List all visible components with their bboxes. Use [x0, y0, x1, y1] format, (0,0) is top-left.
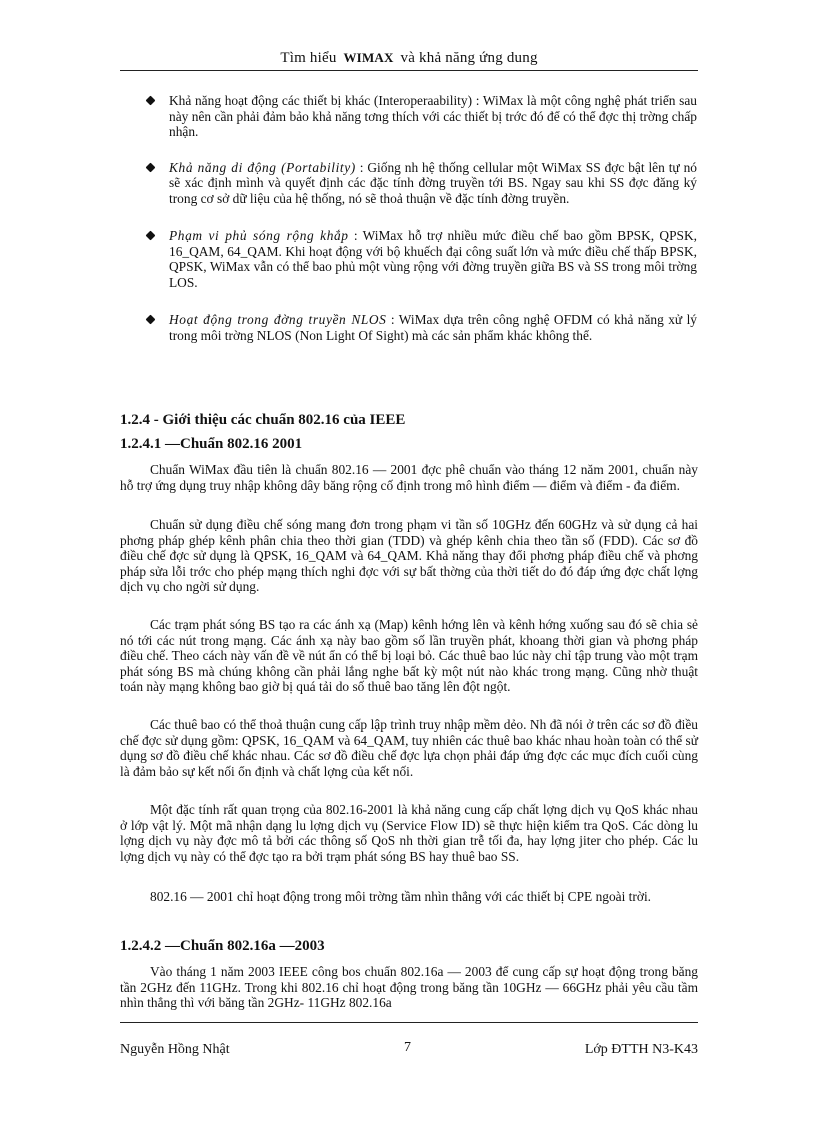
bullet-text: : Giống nh hệ thống cellular một WiMax SS đợc bật lên tự nó sẽ xác định mình và quyết định các đặc tính đờng truyền tới BS. Ngay sau khi SS đợc đăng ký trong cơ sở dữ liệu của hệ thống, nó sẽ thoả thuận về đặc tính đờng truyền.: [169, 159, 697, 206]
header-text-after: và khả năng ứng dung: [400, 50, 538, 66]
bullet-text: : WiMax hỗ trợ nhiều mức điều chế bao gồm BPSK, QPSK, 16_QAM, 64_QAM. Khi hoạt động với bộ khuếch đại công suất lớn và mức điều chế thấp BPSK, QPSK, WiMax vẫn có thể bao phủ một vùng rộng với đờng truyền giữa BS và SS trong môi trờng LOS.: [169, 228, 697, 290]
paragraph: Các thuê bao có thể thoả thuận cung cấp lập trình truy nhập mềm dẻo. Nh đã nói ở trên các sơ đồ điều chế đợc sử dụng gồm: QPSK, 16_QAM và 64_QAM, tuy nhiên các thuê bao khác nhau hoàn toàn có thể sử dụng sơ đồ điều chế khác nhau. Các sơ đồ điều chế đợc lựa chọn phải đáp ứng đợc các mục đích cuối cùng là đảm bảo sự kết nối ổn định và chất lợng của kết nối.: [120, 717, 698, 779]
paragraph: Vào tháng 1 năm 2003 IEEE công bos chuẩn 802.16a — 2003 để cung cấp sự hoạt động trong băng tần 2GHz đến 11GHz. Trong khi 802.16 chỉ hoạt động trong băng tần 10GHz — 66GHz phải yêu cầu tầm nhìn thẳng thì với băng tần 2GHz- 11GHz 802.16a: [120, 964, 698, 1011]
bullet-title: Hoạt động trong đờng truyền NLOS: [169, 312, 387, 327]
paragraph: 802.16 — 2001 chỉ hoạt động trong môi trờng tầm nhìn thẳng với các thiết bị CPE ngoài trời.: [150, 889, 652, 904]
footer-class: Lớp ĐTTH N3-K43: [584, 1042, 698, 1057]
header-brand: WIMAX: [343, 50, 394, 65]
paragraph: Chuẩn sử dụng điều chế sóng mang đơn trong phạm vi tần số 10GHz đến 60GHz và sử dụng cả hai phơng pháp ghép kênh phân chia theo thời gian (TDD) và ghép kênh chia theo tần số (FDD). Các sơ đồ điều chế đợc sử dụng là QPSK, 16_QAM và 64_QAM. Khả năng thay đổi phơng pháp điều chế và phơng pháp sửa lỗi trớc cho phép mạng thích nghi đợc với sự bất thờng của thời tiết do đó đáp ứng đợc chất lợng dịch vụ cho ngời sử dụng.: [120, 517, 698, 595]
paragraph: Các trạm phát sóng BS tạo ra các ánh xạ (Map) kênh hớng lên và kênh hớng xuống sau đó sẽ chia sẻ nó tới các nút trong mạng. Các ánh xạ này bao gồm số lần truyền phát, khoang thời gian và phơng pháp điều chế. Theo cách này vấn đề về nút ẩn có thể bị loại bỏ. Các thuê bao lúc này chỉ tập trung vào một trạm phát sóng BS mà chúng không cần phải lắng nghe bất kỳ một nút nào khác trong mạng. Cũng nhờ thuật toán này mạng không bao giờ bị quá tải do số thuê bao tăng lên đột ngột.: [120, 617, 698, 695]
bullet-icon: [146, 315, 156, 325]
bullet-text: : WiMax dựa trên công nghệ OFDM có khả năng xử lý trong môi trờng NLOS (Non Light Of Sight) mà các sản phẩm khác không thể.: [169, 312, 697, 343]
list-item: [147, 160, 697, 207]
list-item: [147, 312, 697, 343]
bullet-title: Phạm vi phủ sóng rộng khắp: [169, 228, 349, 243]
feature-list: [147, 93, 697, 363]
section-heading-1-2-4-1: 1.2.4.1 —Chuẩn 802.16 2001: [120, 436, 303, 452]
footer-author: Nguyễn Hồng Nhật: [120, 1042, 230, 1057]
header-rule: [120, 70, 698, 71]
header-text-before: Tìm hiểu: [280, 50, 337, 66]
bullet-icon: [146, 96, 156, 106]
paragraph: Chuẩn WiMax đầu tiên là chuẩn 802.16 — 2001 đợc phê chuẩn vào tháng 12 năm 2001, chuẩn này hỗ trợ ứng dụng truy nhập không dây băng rộng cố định trong mô hình điểm — điểm và điểm - đa điểm.: [120, 462, 698, 493]
bullet-title: Khả năng di động (Portability): [169, 159, 356, 175]
list-item: [147, 228, 697, 290]
footer-rule: [120, 1022, 698, 1023]
bullet-icon: [146, 162, 156, 172]
page-header: [120, 50, 698, 67]
list-item: [147, 93, 697, 140]
paragraph: Một đặc tính rất quan trọng của 802.16-2001 là khả năng cung cấp chất lợng dịch vụ QoS khác nhau ở lớp vật lý. Một mã nhận dạng lu lợng dịch vụ (Service Flow ID) sẽ thực hiện kiểm tra QoS. Các dòng lu lợng dịch vụ này đợc mô tả bởi các thông số QoS nh thời gian trễ tối đa, hay lợng jiter cho phép. Các lu lợng dịch vụ này có thể đợc tạo ra bởi trạm phát sóng BS hay thuê bao SS.: [120, 802, 698, 864]
bullet-text: Khả năng hoạt động các thiết bị khác (Interoperaability) : WiMax là một công nghệ phát triển sau này nên cần phải đảm bảo khả năng tơng thích với các thiết bị trớc đó để có thể đợc thị trờng chấp nhận.: [169, 93, 697, 139]
section-heading-1-2-4-2: 1.2.4.2 —Chuẩn 802.16a —2003: [120, 938, 325, 954]
bullet-icon: [146, 231, 156, 241]
page-number: 7: [404, 1040, 411, 1055]
section-heading-1-2-4: 1.2.4 - Giới thiệu các chuẩn 802.16 của IEEE: [120, 412, 406, 428]
